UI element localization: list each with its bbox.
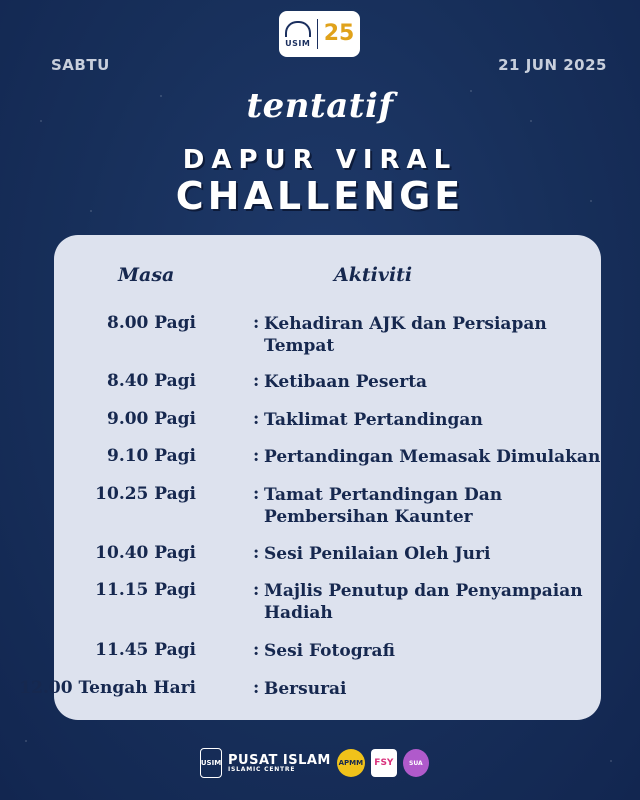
- row-separator: :: [253, 640, 260, 660]
- row-activity: Majlis Penutup dan Penyampaian Hadiah: [264, 581, 583, 623]
- row-time: 9.10 Pagi: [106, 446, 196, 466]
- row-time: 10.40 Pagi: [95, 543, 196, 563]
- institution-logo: [279, 11, 360, 57]
- row-time: 11.15 Pagi: [95, 580, 196, 600]
- row-separator: :: [253, 446, 260, 466]
- apmm-logo: APMM: [337, 749, 365, 777]
- row-separator: :: [253, 678, 260, 698]
- flower-logo: SUA: [403, 749, 429, 777]
- row-separator: :: [253, 580, 260, 600]
- event-date: 21 JUN 2025: [498, 56, 607, 74]
- row-activity: Kehadiran AJK dan Persiapan Tempat: [264, 314, 547, 356]
- column-header-activity: Aktiviti: [334, 264, 413, 286]
- anniversary-logo: [324, 23, 355, 45]
- anniversary-number: 25: [323, 21, 355, 46]
- pusat-islam-logo: [228, 749, 331, 777]
- row-time: 12.00 Tengah Hari: [19, 678, 196, 698]
- row-time: 11.45 Pagi: [95, 640, 196, 660]
- row-separator: :: [253, 409, 260, 429]
- background-speck: [610, 760, 612, 762]
- row-activity: Pertandingan Memasak Dimulakan: [264, 447, 601, 467]
- row-separator: :: [253, 484, 260, 504]
- logo-divider: [317, 19, 318, 49]
- row-time: 9.00 Pagi: [106, 409, 196, 429]
- event-day: SABTU: [51, 56, 110, 74]
- dome-icon: [285, 21, 311, 37]
- row-separator: :: [253, 371, 260, 391]
- event-title-line1: DAPUR VIRAL: [182, 145, 458, 175]
- row-activity: Ketibaan Peserta: [264, 372, 428, 392]
- row-activity: Sesi Penilaian Oleh Juri: [264, 544, 491, 564]
- pusat-islam-text: PUSAT ISLAM: [228, 752, 331, 768]
- usim-logo-text: USIM: [285, 38, 311, 48]
- row-activity: Tamat Pertandingan Dan Pembersihan Kaunter: [264, 485, 503, 527]
- row-time: 8.00 Pagi: [106, 313, 196, 333]
- row-time: 10.25 Pagi: [95, 484, 196, 504]
- script-title: tentatif: [246, 86, 394, 126]
- usim-logo: [285, 21, 311, 48]
- row-time: 8.40 Pagi: [106, 371, 196, 391]
- row-activity: Sesi Fotografi: [264, 641, 395, 661]
- islamic-centre-text: ISLAMIC CENTRE: [228, 765, 296, 773]
- usim-footer-logo: USIM: [200, 748, 222, 778]
- row-activity: Bersurai: [264, 679, 347, 699]
- event-title-line2: CHALLENGE: [175, 174, 465, 218]
- row-activity: Taklimat Pertandingan: [264, 410, 483, 430]
- row-separator: :: [253, 543, 260, 563]
- fsy-logo: FSY: [371, 749, 397, 777]
- row-separator: :: [253, 313, 260, 333]
- sponsor-logos: [200, 746, 429, 780]
- column-header-time: Masa: [118, 264, 175, 286]
- background-speck: [25, 740, 27, 742]
